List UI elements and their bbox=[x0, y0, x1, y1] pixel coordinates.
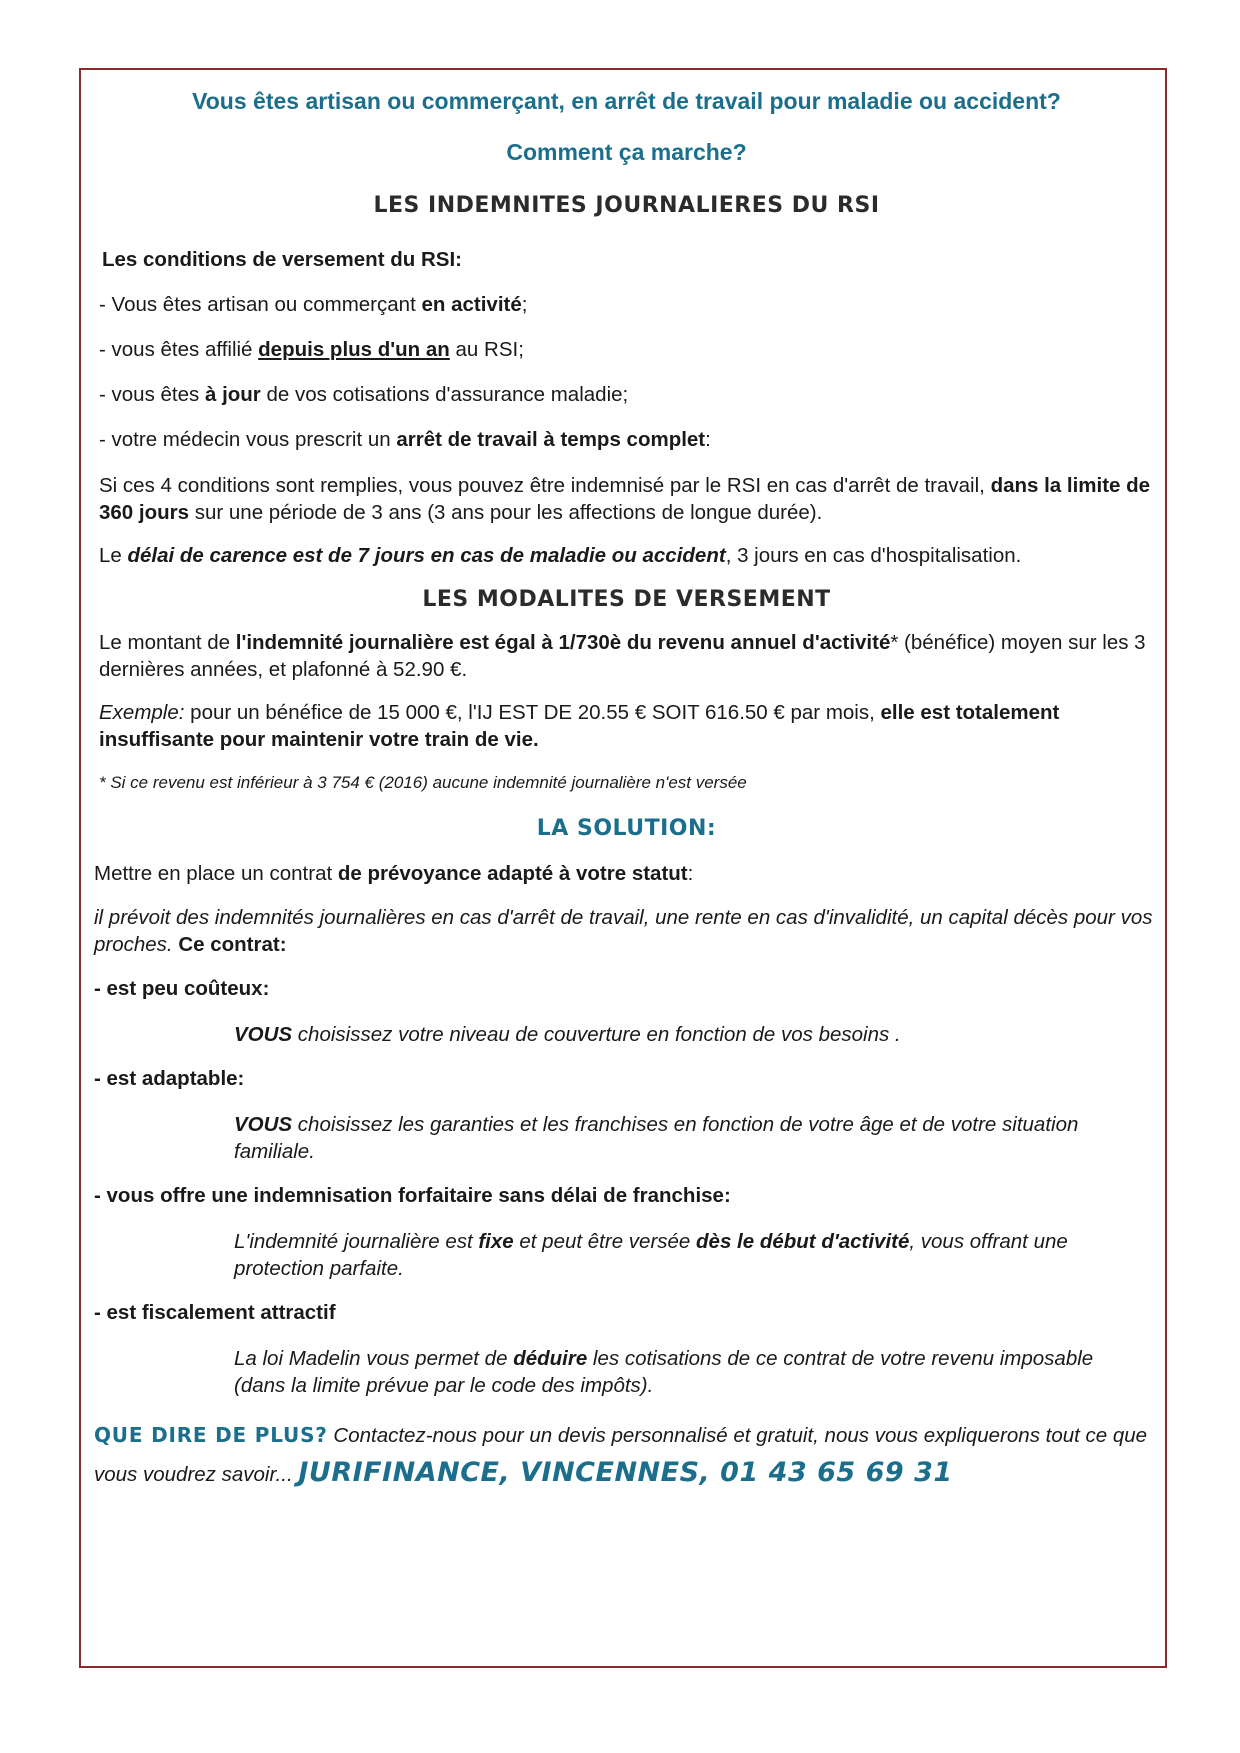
montant-paragraph: Le montant de l'indemnité journalière est égal à 1/730è du revenu annuel d'activité* (bénéfice) moyen sur les 3 dernières années, et plafonné à 52.90 €. bbox=[99, 631, 1146, 681]
benefit-cost-heading: - est peu coûteux: bbox=[94, 977, 270, 1000]
benefit-cost-detail: VOUS choisissez votre niveau de couverture en fonction de vos besoins . bbox=[234, 1023, 901, 1046]
condition-activity: - Vous êtes artisan ou commerçant en activité; bbox=[99, 293, 528, 316]
condition-arret: - votre médecin vous prescrit un arrêt de travail à temps complet: bbox=[99, 428, 711, 451]
benefit-adaptable-heading: - est adaptable: bbox=[94, 1067, 245, 1090]
solution-intro: Mettre en place un contrat de prévoyance adapté à votre statut: bbox=[94, 862, 694, 885]
benefit-forfait-heading: - vous offre une indemnisation forfaitaire sans délai de franchise: bbox=[94, 1184, 731, 1207]
benefit-forfait-detail: L'indemnité journalière est fixe et peut être versée dès le début d'activité, vous offrant une protection parfaite. bbox=[234, 1230, 1068, 1280]
contact-paragraph: QUE DIRE DE PLUS? Contactez-nous pour un devis personnalisé et gratuit, nous vous expliquerons tout ce que vous voudrez savoir... JURIFINANCE, VINCENNES, 01 43 65 69 31 bbox=[94, 1423, 1148, 1488]
conditions-summary: Si ces 4 conditions sont remplies, vous pouvez être indemnisé par le RSI en cas d'arrêt de travail, dans la limite de 360 jours sur une période de 3 ans (3 ans pour les affections de longue durée). bbox=[99, 474, 1151, 524]
section-title-solution: LA SOLUTION: bbox=[536, 816, 717, 841]
section-title-rsi: LES INDEMNITES JOURNALIERES DU RSI bbox=[373, 193, 880, 218]
benefit-fiscal-detail: La loi Madelin vous permet de déduire les cotisations de ce contrat de votre revenu imposable (dans la limite prévue par le code des impôts). bbox=[234, 1347, 1094, 1397]
intro-how: Comment ça marche? bbox=[506, 139, 747, 165]
section-title-modalites: LES MODALITES DE VERSEMENT bbox=[422, 587, 831, 612]
conditions-heading: Les conditions de versement du RSI: bbox=[102, 248, 462, 271]
exemple-paragraph: Exemple: pour un bénéfice de 15 000 €, l'IJ EST DE 20.55 € SOIT 616.50 € par mois, elle est totalement insuffisante pour maintenir votre train de vie. bbox=[99, 701, 1060, 751]
document-content bbox=[94, 78, 1159, 1493]
solution-description: il prévoit des indemnités journalières en cas d'arrêt de travail, une rente en cas d'invalidité, un capital décès pour vos proches. Ce contrat: bbox=[94, 906, 1153, 956]
intro-question: Vous êtes artisan ou commerçant, en arrêt de travail pour maladie ou accident? bbox=[192, 88, 1061, 114]
benefit-adaptable-detail: VOUS choisissez les garanties et les franchises en fonction de votre âge et de votre situation familiale. bbox=[234, 1113, 1079, 1163]
carence-paragraph: Le délai de carence est de 7 jours en cas de maladie ou accident, 3 jours en cas d'hospitalisation. bbox=[99, 544, 1022, 567]
condition-cotisations: - vous êtes à jour de vos cotisations d'assurance maladie; bbox=[99, 383, 629, 406]
benefit-fiscal-heading: - est fiscalement attractif bbox=[94, 1301, 336, 1324]
footnote: * Si ce revenu est inférieur à 3 754 € (2016) aucune indemnité journalière n'est versée bbox=[99, 773, 747, 792]
condition-affiliation: - vous êtes affilié depuis plus d'un an au RSI; bbox=[99, 338, 524, 361]
company-contact: JURIFINANCE, VINCENNES, 01 43 65 69 31 bbox=[298, 1457, 953, 1488]
